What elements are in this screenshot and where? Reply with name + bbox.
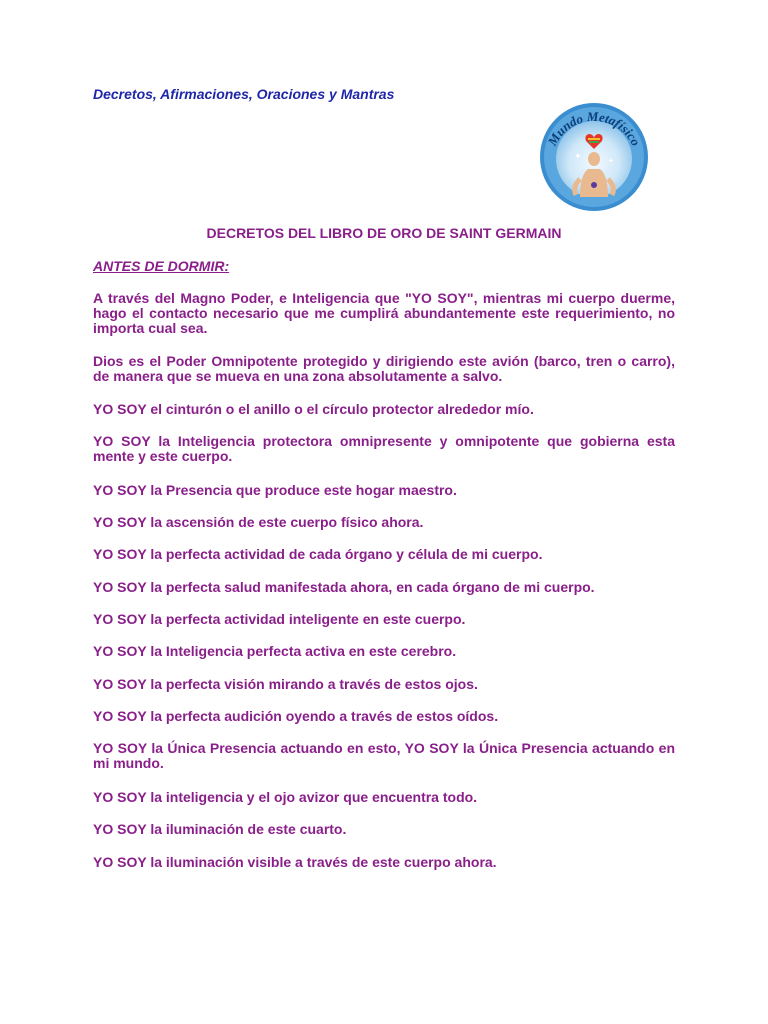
- sparkle-icon: ✦: [574, 152, 582, 162]
- paragraph: YO SOY la Única Presencia actuando en esto, YO SOY la Única Presencia actuando en mi mundo.: [93, 740, 675, 771]
- paragraph: A través del Magno Poder, e Inteligencia que "YO SOY", mientras mi cuerpo duerme, hago el contacto necesario que me cumplirá abundantemente este requerimiento, no importa cual sea.: [93, 290, 675, 336]
- logo-arc-text: Mundo Metafísico: [544, 108, 644, 149]
- paragraph: YO SOY la perfecta audición oyendo a través de estos oídos.: [93, 708, 499, 724]
- section-heading: ANTES DE DORMIR:: [93, 258, 230, 274]
- paragraph: YO SOY la Inteligencia perfecta activa en este cerebro.: [93, 643, 457, 659]
- mundo-metafisico-logo: [536, 101, 652, 211]
- paragraph: YO SOY la perfecta actividad inteligente en este cuerpo.: [93, 611, 466, 627]
- document-title: DECRETOS DEL LIBRO DE ORO DE SAINT GERMAIN: [206, 225, 562, 241]
- paragraph: YO SOY el cinturón o el anillo o el círculo protector alrededor mío.: [93, 401, 534, 417]
- paragraph: YO SOY la iluminación de este cuarto.: [93, 821, 347, 837]
- paragraph: YO SOY la Presencia que produce este hogar maestro.: [93, 482, 457, 498]
- document-header: Decretos, Afirmaciones, Oraciones y Mantras: [93, 86, 395, 102]
- paragraph: YO SOY la perfecta salud manifestada ahora, en cada órgano de mi cuerpo.: [93, 579, 595, 595]
- paragraph: YO SOY la perfecta visión mirando a través de estos ojos.: [93, 676, 478, 692]
- logo-graphic: [536, 101, 652, 211]
- paragraph: YO SOY la ascensión de este cuerpo físico ahora.: [93, 514, 424, 530]
- paragraph: YO SOY la perfecta actividad de cada órgano y célula de mi cuerpo.: [93, 546, 543, 562]
- sparkle-icon: ✦: [608, 157, 614, 165]
- paragraph: YO SOY la iluminación visible a través de este cuerpo ahora.: [93, 854, 497, 870]
- paragraph: YO SOY la Inteligencia protectora omnipresente y omnipotente que gobierna esta mente y este cuerpo.: [93, 433, 675, 464]
- paragraph: Dios es el Poder Omnipotente protegido y dirigiendo este avión (barco, tren o carro), de manera que se mueva en una zona absolutamente a salvo.: [93, 353, 675, 384]
- paragraph: YO SOY la inteligencia y el ojo avizor que encuentra todo.: [93, 789, 478, 805]
